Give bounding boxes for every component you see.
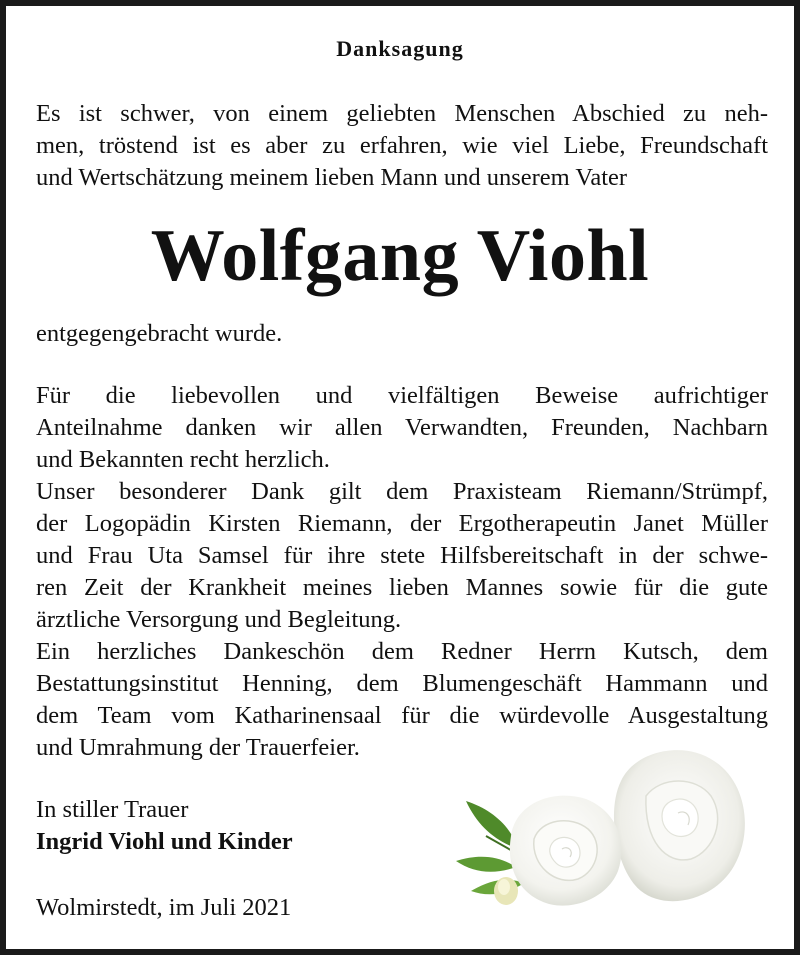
closing-line: In stiller Trauer xyxy=(36,796,189,823)
body-line: und Frau Uta Samsel für ihre stete Hilfsbereitschaft in der schwe- xyxy=(36,542,768,569)
intro-paragraph xyxy=(36,98,768,194)
body-line: Unser besonderer Dank gilt dem Praxisteam Riemann/Strümpf, xyxy=(36,478,768,505)
body-line: und Bekannten recht herzlich. xyxy=(36,446,330,473)
intro-line: men, tröstend ist es aber zu erfahren, wie viel Liebe, Freundschaft xyxy=(36,132,768,159)
deceased-name: Wolfgang Viohl xyxy=(150,215,650,297)
body-paragraph xyxy=(36,380,768,764)
body-line: der Logopädin Kirsten Riemann, der Ergotherapeutin Janet Müller xyxy=(36,510,768,537)
after-name-text xyxy=(36,318,768,350)
intro-line: Es ist schwer, von einem geliebten Menschen Abschied zu neh- xyxy=(36,100,768,127)
body-line: Für die liebevollen und vielfältigen Beweise aufrichtiger xyxy=(36,382,768,409)
rose-left xyxy=(510,796,622,906)
body-line: Ein herzliches Dankeschön dem Redner Herrn Kutsch, dem xyxy=(36,638,768,665)
body-line: und Umrahmung der Trauerfeier. xyxy=(36,734,360,761)
bud xyxy=(494,877,518,905)
body-line: ärztliche Versorgung und Begleitung. xyxy=(36,606,402,633)
body-line: Bestattungsinstitut Henning, dem Blumengeschäft Hammann und xyxy=(36,670,768,697)
signatories: Ingrid Viohl und Kinder xyxy=(36,828,293,855)
intro-line: und Wertschätzung meinem lieben Mann und unserem Vater xyxy=(36,164,628,191)
after-name-line: entgegengebracht wurde. xyxy=(36,320,283,347)
notice-heading: Danksagung xyxy=(336,36,464,61)
rose-right xyxy=(614,750,745,901)
white-roses-image xyxy=(446,741,766,921)
body-line: dem Team vom Katharinensaal für die würdevolle Ausgestaltung xyxy=(36,702,768,729)
place-date: Wolmirstedt, im Juli 2021 xyxy=(36,894,292,921)
body-line: ren Zeit der Krankheit meines lieben Mannes sowie für die gute xyxy=(36,574,768,601)
body-line: Anteilnahme danken wir allen Verwandten, Freunden, Nachbarn xyxy=(36,414,768,441)
